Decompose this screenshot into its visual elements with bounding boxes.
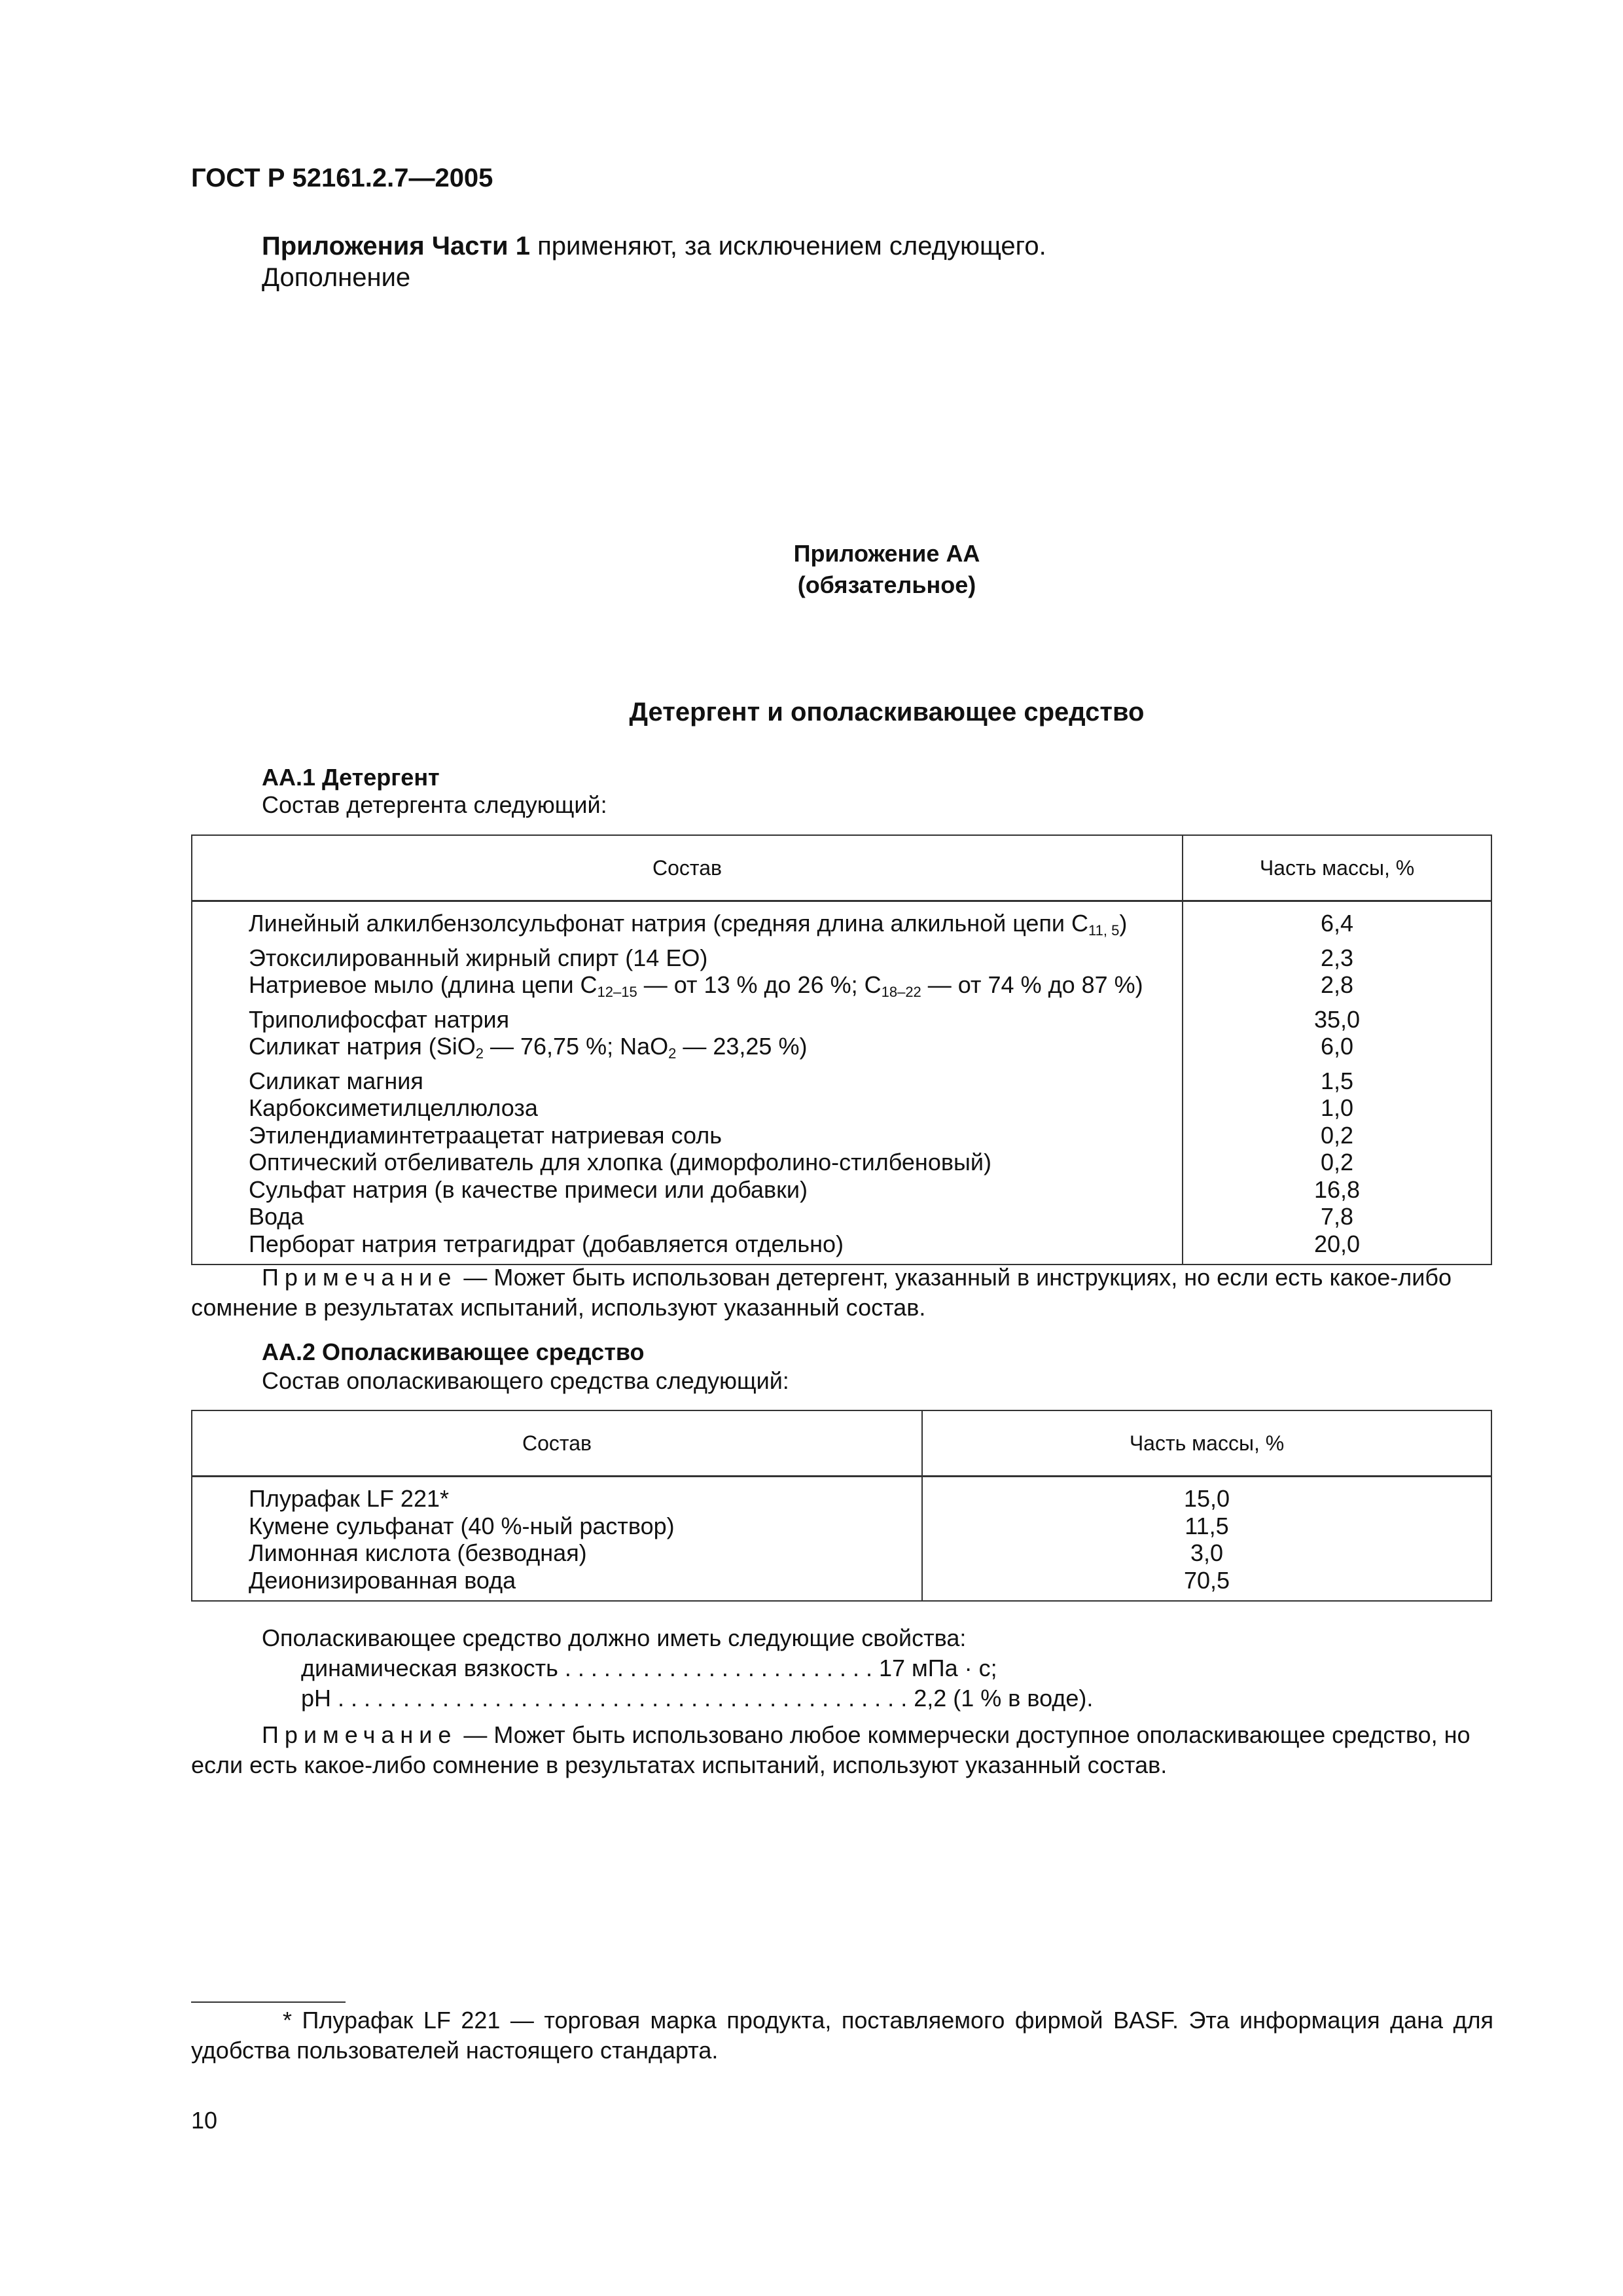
- aa1-row: [192, 901, 1491, 944]
- aa1-row-name: [192, 1203, 1183, 1230]
- aa1-row-name: [192, 1230, 1183, 1265]
- aa1-row-name: [192, 1149, 1183, 1176]
- footnote: * Плурафак LF 221 — торговая марка продукта, поставляемого фирмой BASF. Эта информация дана для удобства пользователей настоящего стандарта.: [191, 2007, 1493, 2064]
- aa1-row-name: [192, 1067, 1183, 1095]
- aa1-row-name: Натриевое мыло (длина цепи C: [249, 971, 597, 998]
- aa1-row-name: [192, 1176, 1183, 1204]
- aa2-row: [192, 1513, 1491, 1540]
- annex-heading: [0, 538, 1623, 601]
- aa1-row-tail2: — 23,25 %): [676, 1033, 808, 1060]
- aa2-row-value: 70,5: [922, 1567, 1491, 1602]
- aa1-row-value: 2,3: [1183, 944, 1491, 972]
- aa2-note: [191, 1720, 1493, 1780]
- detergent-col-composition: Состав: [192, 835, 1183, 901]
- aa2-row: [192, 1477, 1491, 1513]
- aa1-row: [192, 1094, 1491, 1122]
- aa1-row-name: Карбоксиметилцеллюлоза: [249, 1094, 538, 1121]
- aa1-row-name: Линейный алкилбензолсульфонат натрия (средняя длина алкильной цепи C: [249, 910, 1089, 937]
- property-ph: pH . . . . . . . . . . . . . . . . . . . . . . . . . . . . . . . . . . . . . . . . . . . . 2,2 (1 % в воде).: [301, 1685, 1094, 1712]
- aa1-row: [192, 1033, 1491, 1067]
- aa1-note: [191, 1263, 1493, 1323]
- aa1-row: [192, 1176, 1491, 1204]
- aa1-row-name: [192, 1122, 1183, 1149]
- aa1-row-name: Этилендиаминтетраацетат натриевая соль: [249, 1121, 722, 1149]
- detergent-table: [191, 834, 1492, 1265]
- aa2-row-name: Плурафак LF 221*: [249, 1485, 449, 1512]
- aa1-row-name: Перборат натрия тетрагидрат (добавляется отдельно): [249, 1230, 844, 1257]
- aa1-note-text: — Может быть использован детергент, указанный в инструкциях, но если есть какое-либо сомнение в результатах испытаний, используют указанный состав.: [191, 1264, 1452, 1321]
- detergent-col-mass: Часть массы, %: [1183, 835, 1491, 901]
- aa1-row-name: [192, 1006, 1183, 1033]
- aa1-row-value: 35,0: [1183, 1006, 1491, 1033]
- aa1-row-tail: ): [1119, 910, 1128, 937]
- aa1-row-value: 0,2: [1183, 1122, 1491, 1149]
- aa1-row: [192, 1149, 1491, 1176]
- aa2-lead: Состав ополаскивающего средства следующий:: [262, 1367, 789, 1394]
- aa1-row-name: [192, 1033, 1183, 1067]
- aa1-row-tail: — 76,75 %; NaO: [483, 1033, 669, 1060]
- aa1-row-sub: 12–15: [597, 984, 637, 1000]
- aa1-row: [192, 1203, 1491, 1230]
- aa1-row-value: 7,8: [1183, 1203, 1491, 1230]
- aa1-row-tail: — от 13 % до 26 %; C: [637, 971, 882, 998]
- aa1-row-value: 6,4: [1183, 901, 1491, 944]
- aa1-row-name: Силикат натрия (SiO: [249, 1033, 476, 1060]
- aa2-row-value: 11,5: [922, 1513, 1491, 1540]
- aa1-row-name: Силикат магния: [249, 1067, 423, 1094]
- intro-line2: Дополнение: [262, 263, 411, 292]
- aa2-row: [192, 1539, 1491, 1567]
- page-number: 10: [191, 2107, 218, 2134]
- aa2-row: [192, 1567, 1491, 1602]
- aa1-row-sub: 2: [475, 1045, 484, 1062]
- aa1-row: [192, 1122, 1491, 1149]
- aa2-heading: АА.2 Ополаскивающее средство: [262, 1338, 645, 1365]
- aa1-row-name: Триполифосфат натрия: [249, 1005, 510, 1033]
- intro-bold: Приложения Части 1: [262, 232, 530, 260]
- aa1-row-tail2: — от 74 % до 87 %): [921, 971, 1143, 998]
- aa1-row-value: 0,2: [1183, 1149, 1491, 1176]
- aa1-row: [192, 944, 1491, 972]
- properties-lead: Ополаскивающее средство должно иметь следующие свойства:: [262, 1624, 967, 1651]
- aa1-row: [192, 1006, 1491, 1033]
- aa1-heading: АА.1 Детергент: [262, 764, 440, 791]
- aa1-row-name: [192, 971, 1183, 1006]
- aa2-note-text: — Может быть использовано любое коммерчески доступное ополаскивающее средство, но если есть какое-либо сомнение в результатах испытаний, используют указанный состав.: [191, 1721, 1471, 1778]
- aa2-row-name: Деионизированная вода: [249, 1566, 516, 1594]
- property-viscosity: динамическая вязкость . . . . . . . . . . . . . . . . . . . . . . . . 17 мПа · с;: [301, 1655, 997, 1681]
- aa1-row-sub: 11, 5: [1088, 922, 1120, 939]
- aa1-row-name: Сульфат натрия (в качестве примеси или добавки): [249, 1175, 808, 1203]
- aa2-row-value: 3,0: [922, 1539, 1491, 1567]
- aa1-row: [192, 1067, 1491, 1095]
- aa1-row-name: [192, 944, 1183, 972]
- aa2-row-name: [192, 1513, 922, 1540]
- aa1-row-name: Вода: [249, 1203, 304, 1230]
- aa1-row: [192, 1230, 1491, 1265]
- rinse-col-composition: Состав: [192, 1410, 922, 1477]
- aa1-row-name: Этоксилированный жирный спирт (14 ЕО): [249, 944, 708, 971]
- document-code: ГОСТ Р 52161.2.7—2005: [191, 164, 493, 192]
- aa2-row-name: Лимонная кислота (безводная): [249, 1539, 587, 1566]
- aa1-row-name: Оптический отбеливатель для хлопка (диморфолино-стилбеновый): [249, 1149, 991, 1175]
- aa1-row-sub2: 18–22: [881, 984, 921, 1000]
- intro-rest: применяют, за исключением следующего.: [529, 232, 1046, 260]
- annex-status: (обязательное): [797, 571, 976, 598]
- footnote-rule: [191, 2001, 346, 2003]
- aa1-row-value: 16,8: [1183, 1176, 1491, 1204]
- aa2-row-name: [192, 1539, 922, 1567]
- aa1-note-label: Примечание: [262, 1264, 457, 1291]
- aa1-row-value: 1,5: [1183, 1067, 1491, 1095]
- aa1-row-sub2: 2: [668, 1045, 677, 1062]
- section-title: Детергент и ополаскивающее средство: [629, 698, 1145, 726]
- aa1-row-value: 2,8: [1183, 971, 1491, 1006]
- aa2-row-name: Кумене сульфанат (40 %-ный раствор): [249, 1512, 675, 1539]
- aa1-row: [192, 971, 1491, 1006]
- aa1-row-value: 1,0: [1183, 1094, 1491, 1122]
- aa1-row-name: [192, 901, 1183, 944]
- aa1-row-name: [192, 1094, 1183, 1122]
- intro-paragraph: [262, 230, 1046, 293]
- aa1-row-value: 6,0: [1183, 1033, 1491, 1067]
- aa1-row-value: 20,0: [1183, 1230, 1491, 1265]
- aa2-row-value: 15,0: [922, 1477, 1491, 1513]
- rinse-table: [191, 1410, 1492, 1602]
- aa2-row-name: [192, 1477, 922, 1513]
- annex-title: Приложение АА: [793, 540, 980, 567]
- rinse-col-mass: Часть массы, %: [922, 1410, 1491, 1477]
- aa2-note-label: Примечание: [262, 1721, 457, 1748]
- aa1-lead: Состав детергента следующий:: [262, 791, 607, 818]
- aa2-row-name: [192, 1567, 922, 1602]
- rinse-properties: [262, 1623, 1093, 1713]
